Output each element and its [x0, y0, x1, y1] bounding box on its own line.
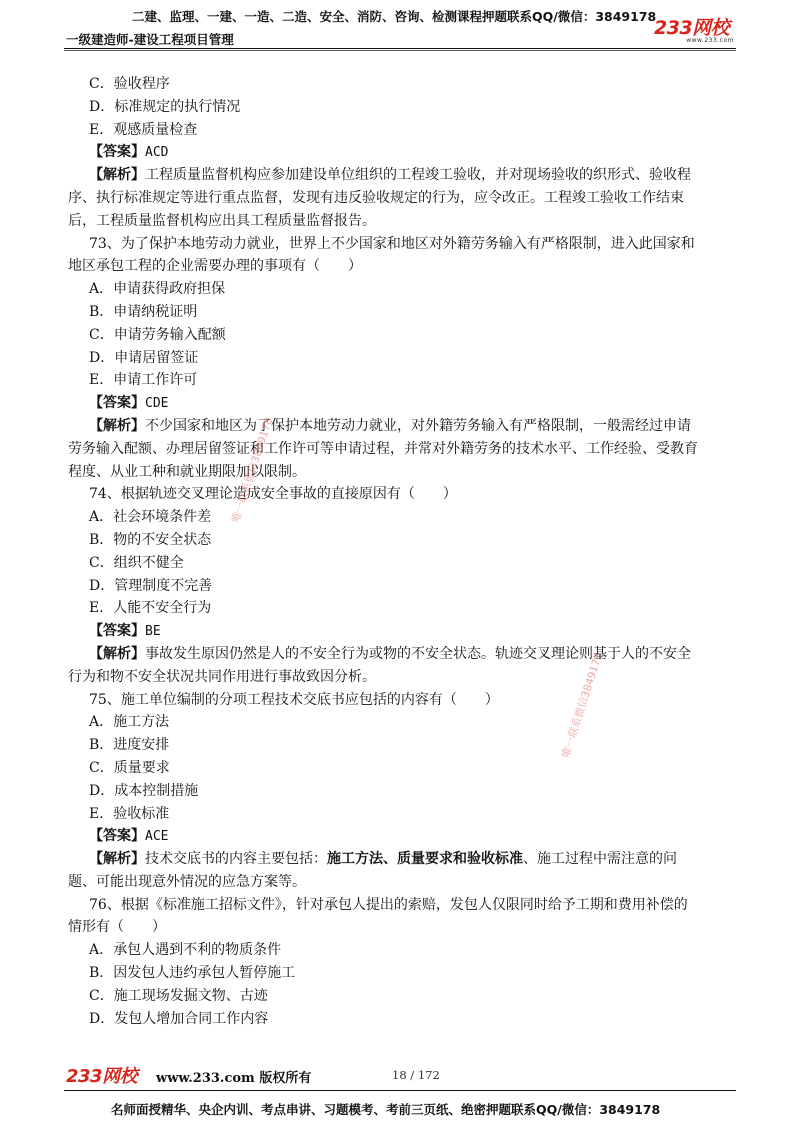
header-subtitle: 一级建造师-建设工程项目管理 — [66, 32, 234, 47]
q73-stem: 73、为了保护本地劳动力就业，世界上不少国家和地区对外籍劳务输入有严格限制，进入此国家和 — [89, 235, 695, 252]
q76-stem: 76、根据《标准施工招标文件》，针对承包人提出的索赔，发包人仅限同时给予工期和费用补偿的 — [89, 896, 688, 913]
watermark: 唯一联系微信3849178 — [559, 651, 606, 760]
q73-option-e: E．申请工作许可 — [89, 372, 198, 389]
q73-option-b: B．申请纳税证明 — [89, 303, 198, 320]
answer-value: BE — [145, 624, 161, 640]
analysis-tag: 【解析】 — [89, 851, 145, 868]
watermark: 唯一联系微信3849178 — [229, 416, 276, 525]
q75-answer — [68, 825, 736, 848]
q74-option-a: A．社会环境条件差 — [89, 509, 212, 526]
q74-option-c: C．组织不健全 — [89, 554, 184, 571]
q74-analysis — [68, 643, 736, 666]
q74-stem: 74、根据轨迹交叉理论造成安全事故的直接原因有（ ） — [89, 486, 457, 503]
q73-analysis-line2: 劳务输入配额、办理居留签证和工作许可等申请过程，并常对外籍劳务的技术水平、工作经验、受教育 — [68, 440, 698, 457]
answer-value: CDE — [145, 396, 169, 412]
q73-option-d: D．申请居留签证 — [89, 349, 199, 366]
q76-option-c: C．施工现场发掘文物、古迹 — [89, 987, 268, 1004]
q73-option-a: A．申请获得政府担保 — [89, 281, 226, 298]
footer-divider — [64, 1090, 736, 1091]
logo-url: www.233.com — [686, 37, 734, 44]
answer-value: ACE — [145, 829, 169, 845]
brand-logo — [654, 18, 734, 44]
q72-analysis — [68, 164, 736, 187]
q75-option-b: B．进度安排 — [89, 737, 170, 754]
analysis-tag: 【解析】 — [89, 167, 145, 184]
q72-option-d: D．标准规定的执行情况 — [89, 98, 241, 115]
q76-stem-line2: 情形有（ ） — [68, 919, 166, 936]
footer-logo: 233网校 — [66, 1066, 138, 1087]
q75-stem: 75、施工单位编制的分项工程技术交底书应包括的内容有（ ） — [89, 691, 499, 708]
logo-text: 233网校 — [654, 17, 730, 39]
q73-option-c: C．申请劳务输入配额 — [89, 326, 226, 343]
analysis-text: 事故发生原因仍然是人的不安全行为或物的不安全状态。轨迹交叉理论则基于人的不安全 — [145, 645, 691, 662]
q72-answer — [68, 141, 736, 164]
q75-option-e: E．验收标准 — [89, 805, 170, 822]
q73-answer — [68, 392, 736, 415]
header-divider — [64, 48, 736, 49]
header-contact-line: 二建、监理、一建、一造、二造、安全、消防、咨询、检测课程押题联系QQ/微信：3849178 — [132, 9, 657, 24]
q74-option-b: B．物的不安全状态 — [89, 531, 212, 548]
q72-option-e: E．观感质量检查 — [89, 121, 198, 138]
header-divider-thin — [64, 50, 736, 51]
q75-analysis-line2: 题、可能出现意外情况的应急方案等。 — [68, 873, 306, 890]
q73-stem-line2: 地区承包工程的企业需要办理的事项有（ ） — [68, 258, 362, 275]
q75-option-d: D．成本控制措施 — [89, 782, 199, 799]
answer-tag: 【答案】 — [89, 828, 145, 845]
answer-value: ACD — [145, 145, 169, 161]
page-number: 18 / 172 — [392, 1068, 440, 1082]
analysis-text: 技术交底书的内容主要包括： — [145, 851, 327, 868]
q75-option-a: A．施工方法 — [89, 714, 170, 731]
q73-analysis-line3: 程度、从业工种和就业期限加以限制。 — [68, 463, 306, 480]
q72-analysis-line2: 序、执行标准规定等进行重点监督，发现有违反验收规定的行为，应令改正。工程竣工验收工作结束 — [68, 189, 684, 206]
answer-tag: 【答案】 — [89, 623, 145, 640]
document-body — [68, 73, 736, 1030]
answer-tag: 【答案】 — [89, 395, 145, 412]
q72-option-c: C．验收程序 — [89, 76, 170, 92]
q76-option-b: B．因发包人违约承包人暂停施工 — [89, 965, 296, 982]
analysis-tag: 【解析】 — [89, 417, 145, 434]
analysis-tag: 【解析】 — [89, 645, 145, 662]
answer-tag: 【答案】 — [89, 144, 145, 161]
analysis-emphasis: 施工方法、质量要求和验收标准 — [327, 851, 523, 868]
q74-option-e: E．人能不安全行为 — [89, 600, 212, 617]
q76-option-d: D．发包人增加合同工作内容 — [89, 1010, 269, 1027]
q73-analysis — [68, 415, 736, 438]
analysis-text: 工程质量监督机构应参加建设单位组织的工程竣工验收，并对现场验收的织形式、验收程 — [145, 167, 691, 184]
analysis-text-tail: 、施工过程中需注意的问 — [523, 851, 677, 868]
footer-contact-line: 名师面授精华、央企内训、考点串讲、习题模考、考前三页纸、绝密押题联系QQ/微信：3849178 — [111, 1102, 661, 1117]
q74-option-d: D．管理制度不完善 — [89, 577, 213, 594]
q75-option-c: C．质量要求 — [89, 759, 170, 776]
analysis-text: 不少国家和地区为了保护本地劳动力就业，对外籍劳务输入有严格限制，一般需经过申请 — [145, 417, 691, 434]
q76-option-a: A．承包人遇到不利的物质条件 — [89, 942, 282, 959]
q74-analysis-line2: 行为和物不安全状况共同作用进行事故致因分析。 — [68, 668, 376, 685]
footer-copyright: www.233.com 版权所有 — [156, 1071, 312, 1086]
q74-answer — [68, 620, 736, 643]
q75-analysis — [68, 848, 736, 871]
q72-analysis-line3: 后，工程质量监督机构应出具工程质量监督报告。 — [68, 212, 376, 229]
